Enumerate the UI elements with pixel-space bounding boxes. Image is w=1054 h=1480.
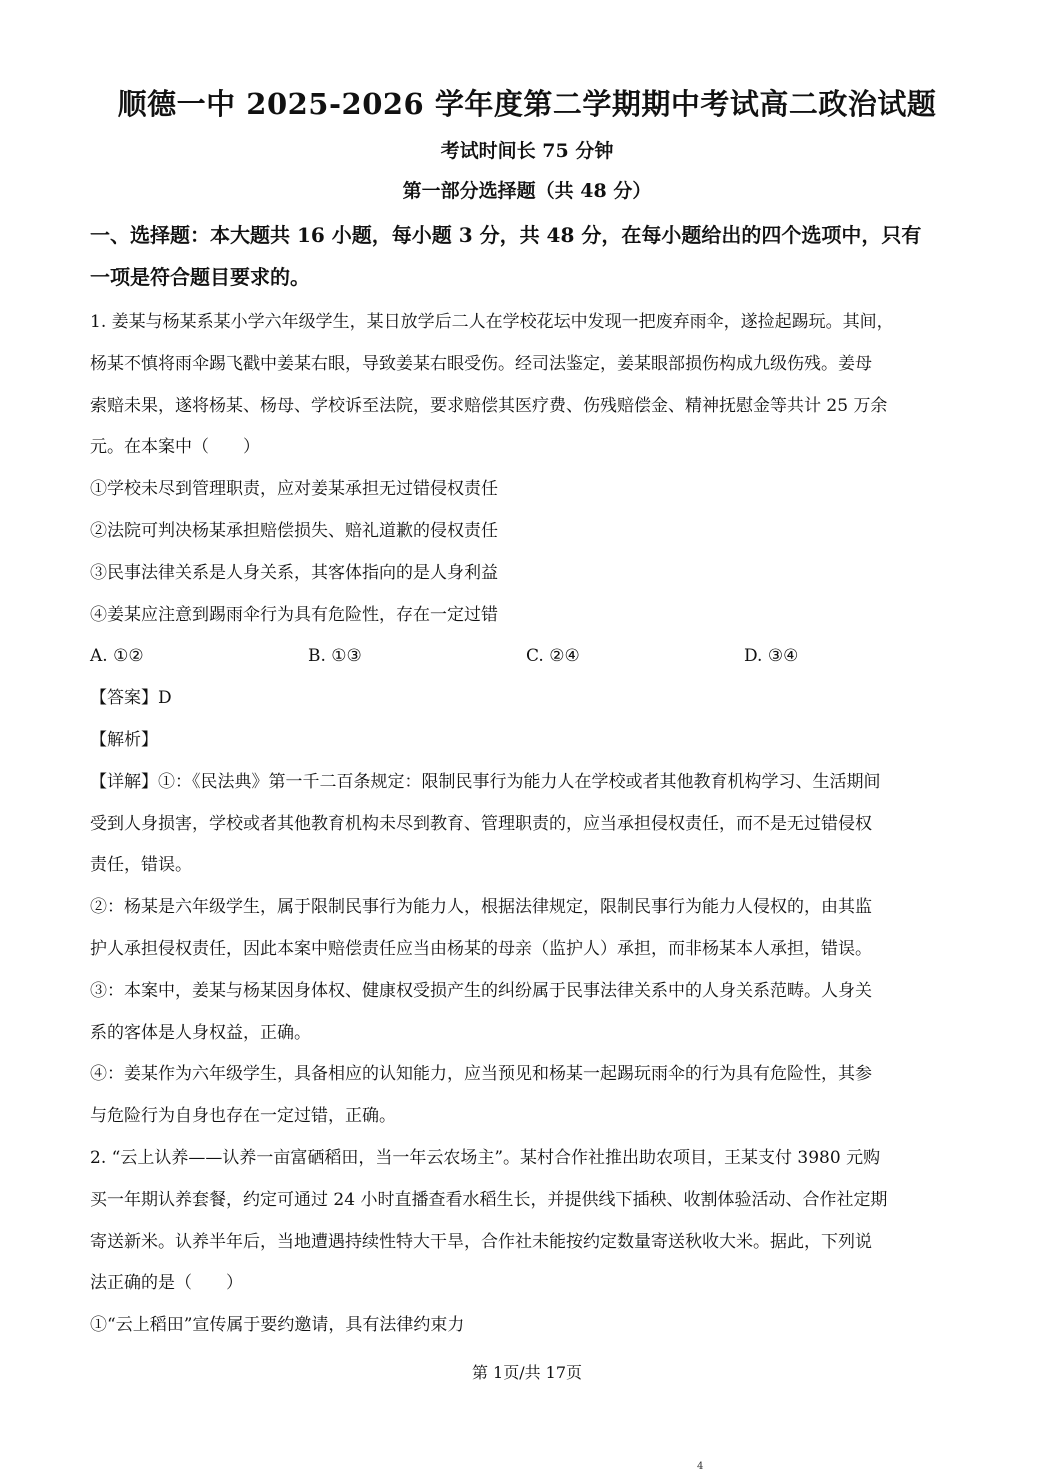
detail-line: ②：杨某是六年级学生，属于限制民事行为能力人，根据法律规定，限制民事行为能力人侵权的，由其监 (90, 897, 872, 918)
option-d: D. ③④ (744, 646, 799, 667)
stem-line: 法正确的是（ ） (90, 1273, 243, 1294)
stem-line: 1. 姜某与杨某系某小学六年级学生，某日放学后二人在学校花坛中发现一把废弃雨伞，遂捡起踢玩。其间， (90, 312, 894, 332)
page-title: 顺德一中 2025-2026 学年度第二学期期中考试高二政治试题 (117, 87, 937, 121)
question-stem (90, 1138, 970, 1305)
exam-content (90, 216, 970, 1347)
statement-item: ②法院可判决杨某承担赔偿损失、赔礼道歉的侵权责任 (90, 520, 498, 541)
answer-label: 【答案】D (90, 688, 172, 709)
page-number: 第 1页/共 17页 (471, 1363, 583, 1382)
scan-mark: 4 (697, 1461, 704, 1472)
detail-line: 护人承担侵权责任，因此本案中赔偿责任应当由杨某的母亲（监护人）承担，而非杨某本人承担，错误。 (90, 938, 872, 959)
stem-line: 2. “云上认养——认养一亩富硒稻田，当一年云农场主”。某村合作社推出助农项目，王某支付 3980 元购 (90, 1147, 881, 1168)
stem-line: 索赔未果，遂将杨某、杨母、学校诉至法院，要求赔偿其医疗费、伤残赔偿金、精神抚慰金等共计 25 万余 (90, 395, 888, 416)
answer-options (90, 636, 970, 678)
statement-item: ④姜某应注意到踢雨伞行为具有危险性，存在一定过错 (90, 604, 498, 625)
detail-line: 【详解】①：《民法典》第一千二百条规定：限制民事行为能力人在学校或者其他教育机构学习、生活期间 (90, 771, 881, 792)
statement-item: ③民事法律关系是人身关系，其客体指向的是人身利益 (90, 562, 498, 583)
option-b: B. ①③ (308, 646, 362, 667)
question-2 (90, 1138, 970, 1347)
stem-line: 杨某不慎将雨伞踢飞戳中姜某右眼，导致姜某右眼受伤。经司法鉴定，姜某眼部损伤构成九级伤残。姜母 (90, 353, 872, 374)
section-instruction-line: 一项是符合题目要求的。 (90, 265, 310, 289)
statement-item: ①“云上稻田”宣传属于要约邀请，具有法律约束力 (90, 1315, 465, 1336)
stem-line: 寄送新米。认养半年后，当地遭遇持续性特大干旱，合作社未能按约定数量寄送秋收大米。据此，下列说 (90, 1231, 872, 1252)
detail-line: 与危险行为自身也存在一定过错，正确。 (90, 1106, 396, 1127)
part-heading: 第一部分选择题（共 48 分） (402, 180, 652, 202)
exam-duration: 考试时间长 75 分钟 (440, 140, 614, 162)
detail-line: 受到人身损害，学校或者其他教育机构未尽到教育、管理职责的，应当承担侵权责任，而不是无过错侵权 (90, 813, 872, 834)
section-instruction-line: 一、选择题：本大题共 16 小题，每小题 3 分，共 48 分，在每小题给出的四个选项中，只有 (90, 223, 922, 247)
stem-line: 买一年期认养套餐，约定可通过 24 小时直播查看水稻生长，并提供线下插秧、收割体验活动、合作社定期 (90, 1189, 888, 1210)
statement-list (90, 1305, 970, 1347)
detail-line: 系的客体是人身权益，正确。 (90, 1022, 311, 1043)
option-a: A. ①② (90, 646, 144, 667)
stem-line: 元。在本案中（ ） (90, 437, 260, 458)
statement-item: ①学校未尽到管理职责，应对姜某承担无过错侵权责任 (90, 479, 498, 500)
question-stem (90, 302, 970, 469)
detail-line: ③：本案中，姜某与杨某因身体权、健康权受损产生的纠纷属于民事法律关系中的人身关系范畴。人身关 (90, 980, 872, 1001)
detail-explanation (90, 762, 970, 1138)
option-c: C. ②④ (526, 646, 580, 667)
detail-line: ④：姜某作为六年级学生，具备相应的认知能力，应当预见和杨某一起踢玩雨伞的行为具有危险性，其参 (90, 1064, 872, 1085)
analysis-label: 【解析】 (90, 729, 158, 750)
statement-list (90, 469, 970, 636)
detail-line: 责任，错误。 (90, 855, 192, 876)
question-1 (90, 302, 970, 1138)
section-instruction (90, 216, 970, 296)
